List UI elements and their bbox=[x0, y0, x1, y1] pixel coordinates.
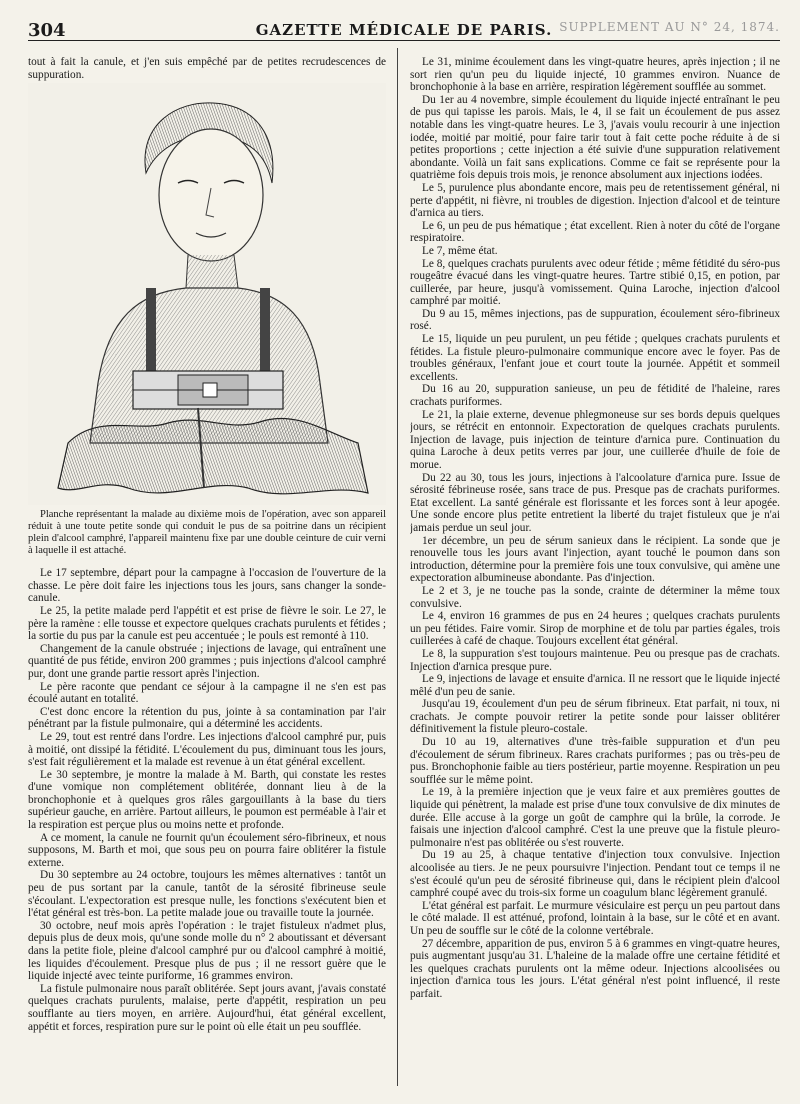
left-top-paragraph: tout à fait la canule, et j'en suis empêché par de petites recrudescences de suppuration. bbox=[28, 56, 386, 81]
paragraph: Du 10 au 19, alternatives d'une très-faible suppuration et d'un peu d'écoulement de sérum fibrineux. Rares crachats puriformes ; pas ou très-peu de pus. Bronchophonie faible au tiers postérieur, partie moyenne. Respiration un peu soufflée sur le même point. bbox=[410, 736, 780, 786]
paragraph: Jusqu'au 19, écoulement d'un peu de sérum fibrineux. Etat parfait, ni toux, ni crachats. Je compte pouvoir retirer la petite sonde pour laisser oblitérer définitivement la fistule pleuro-costale. bbox=[410, 698, 780, 736]
column-divider bbox=[397, 48, 398, 1086]
paragraph: Le 7, même état. bbox=[422, 244, 498, 257]
paragraph: Le 29, tout est rentré dans l'ordre. Les injections d'alcool camphré pur, puis à moitié, ont dissipé la fétidité. L'écoulement du pus, diminuant tous les jours, s'est fait régulièrement et la malade est revenue à un état général excellent. bbox=[28, 730, 386, 769]
paragraph: Le 17 septembre, départ pour la campagne à l'occasion de l'ouverture de la chasse. Le père doit faire les injections tous les jours, sans changer la sonde-canule. bbox=[28, 567, 386, 605]
paragraph: C'est donc encore la rétention du pus, jointe à sa contamination par l'air pénétrant par la fistule pulmonaire, qui a déterminé les accidents. bbox=[28, 705, 386, 731]
paragraph: Du 9 au 15, mêmes injections, pas de suppuration, écoulement séro-fibrineux rosé. bbox=[410, 307, 780, 333]
paragraph: Le 8, quelques crachats purulents avec odeur fétide ; même fétidité du séro-pus rougeâtre évacué dans les vingt-quatre heures. Tartre stibié 0,15, en potion, par cuillerée, par heure, jusqu'à vomissement. Quina Laroche, injection d'alcool camphré par moitié. bbox=[410, 257, 780, 308]
paragraph: Le 6, un peu de pus hématique ; état excellent. Rien à noter du côté de l'organe respiratoire. bbox=[410, 219, 780, 245]
page-header bbox=[28, 18, 780, 41]
paragraph: 27 décembre, apparition de pus, environ 5 à 6 grammes en vingt-quatre heures, puis augmentant jusqu'au 31. L'haleine de la malade offre une certaine fétidité et les quelques crachats purulents ont la même odeur. Injections alcoolisées ou injection d'arnica tous les jours. L'état général n'est point influencé, il reste parfait. bbox=[410, 937, 780, 1000]
paragraph: L'état général est parfait. Le murmure vésiculaire est perçu un peu partout dans le côté malade. Il est atténué, profond, lointain à la base, sur le côté et en avant. Un peu de souffle sur le côté de la colonne vertébrale. bbox=[410, 899, 780, 937]
paragraph: Le 8, la suppuration s'est toujours maintenue. Peu ou presque pas de crachats. Injection d'arnica presque pure. bbox=[410, 647, 780, 673]
paragraph: 1er décembre, un peu de sérum sanieux dans le récipient. La sonde que je renouvelle tous les jours avant l'injection, ayant touché le poumon dans son introduction, détermine pour la première fois une toux convulsive, qui amène une expectoration albumineuse abondante. Pas d'injection. bbox=[410, 534, 780, 585]
paragraph: Du 1er au 4 novembre, simple écoulement du liquide injecté entraînant le peu de pus qui tapisse les parois. Mais, le 4, il se fait un écoulement de pus assez notable dans les vingt-quatre heures. Le 3, j'avais voulu recourir à une injection iodée, moitié par moitié, pour faire tarir tout à fait cette poche réduite à de si petites proportions ; cette injection a été suivie d'une suppuration relativement abondante. Voilà un fait sans explications. Comme ce fait se représente pour la quatrième fois depuis trois mois, je renonce absolument aux injections iodées. bbox=[410, 93, 780, 182]
paragraph: La fistule pulmonaire nous paraît oblitérée. Sept jours avant, j'avais constaté quelques crachats purulents, malaise, perte d'appétit, respiration un peu soufflante au tiers moyen, en arrière. Aujourd'hui, état général excellent, appétit et forces, respiration pure sur le point où elle était un peu soufflée. bbox=[28, 982, 386, 1033]
paragraph: Changement de la canule obstruée ; injections de lavage, qui entraînent une quantité de pus fétide, environ 200 grammes ; puis injections d'alcool camphré pur, dont une grande partie ressort après l'injection. bbox=[28, 642, 386, 680]
patient-illustration bbox=[28, 83, 386, 505]
paragraph: Le 31, minime écoulement dans les vingt-quatre heures, après injection ; il ne sort rien qu'un peu du liquide injecté, 10 grammes environ. Nuance de bronchophonie à la base en arrière, respiration légèrement soufflée au sommet. bbox=[410, 56, 780, 94]
page-number: 304 bbox=[28, 20, 66, 41]
paragraph: Du 19 au 25, à chaque tentative d'injection toux convulsive. Injection alcoolisée au tiers. Je ne peux poursuivre l'injection. Pendant tout ce temps il ne s'est écoulé qu'un peu de sérosité fibrineuse qui, dans le récipient plein d'alcool camphré coupé avec du trois-six forme un coagulum blanc légèrement granulé. bbox=[410, 849, 780, 900]
left-paragraphs bbox=[28, 567, 386, 1033]
journal-title: GAZETTE MÉDICALE DE PARIS. bbox=[255, 21, 553, 39]
paragraph: Le 25, la petite malade perd l'appétit et est prise de fièvre le soir. Le 27, le père la ramène : elle tousse et expectore quelques crachats purulents et fétides ; la sortie du pus par la canule est peu accentuée ; le pouls est remonté à 110. bbox=[28, 604, 386, 643]
paragraph: A ce moment, la canule ne fournit qu'un écoulement séro-fibrineux, et nous supposons, M. Barth et moi, que sous peu on pourra faire oblitérer la fistule externe. bbox=[28, 831, 386, 869]
right-column bbox=[410, 56, 780, 1088]
paragraph: Le 2 et 3, je ne touche pas la sonde, crainte de déterminer la même toux convulsive. bbox=[410, 584, 780, 610]
left-column bbox=[28, 56, 386, 1088]
paragraph: Le 9, injections de lavage et ensuite d'arnica. Il ne ressort que le liquide injecté mêlé d'un peu de sanie. bbox=[410, 673, 780, 698]
header-right-text: SUPPLEMENT AU N° 24, 1874. bbox=[559, 20, 780, 34]
figure-caption: Planche représentant la malade au dixième mois de l'opération, avec son appareil réduit à une toute petite sonde qui conduit le pus de sa poitrine dans un récipient plein d'alcool camphré, l'appareil maintenu fixe par une double ceinture de cuir verni à laquelle il est attaché. bbox=[28, 509, 386, 557]
paragraph: Le 4, environ 16 grammes de pus en 24 heures ; quelques crachats purulents un peu fétides. Faire vomir. Sirop de morphine et de tolu par parties égales, trois cuillerées à café de chaque. Toujours excellent état général. bbox=[410, 610, 780, 648]
patient-engraving-image bbox=[28, 83, 386, 505]
paragraph: Du 22 au 30, tous les jours, injections à l'alcoolature d'arnica pure. Issue de sérosité fébrineuse rosée, sans trace de pus. Presque pas de crachats puriformes. Etat excellent. La santé générale est florissante et les forces sont à leur apogée. Une sonde encore plus petite entretient la liberté du trajet fistuleux que je n'ai jamais perdue un seul jour. bbox=[410, 471, 780, 534]
paragraph: Le 21, la plaie externe, devenue phlegmoneuse sur ses bords depuis quelques jours, se rétrécit en entonnoir. Expectoration de quelques crachats purulents. Injection de lavage, puis injection de teinture d'arnica pure. Continuation du quina Laroche à deux petits verres par jour, une cuillerée d'huile de foie de morue. bbox=[410, 408, 780, 471]
paragraph: Du 16 au 20, suppuration sanieuse, un peu de fétidité de l'haleine, rares crachats puriformes. bbox=[410, 383, 780, 409]
paragraph: 30 octobre, neuf mois après l'opération : le trajet fistuleux n'admet plus, depuis plus de deux mois, qu'une sonde molle du n° 2 aboutissant et déversant dans la petite fiole, pleine d'alcool camphré pur ou d'alcool camphré à moitié, les liquides d'écoulement. Presque plus de pus ; il ne ressort guère que le liquide injecté avec teinte puriforme, 16 grammes environ. bbox=[28, 919, 386, 983]
paragraph: Le 30 septembre, je montre la malade à M. Barth, qui constate les restes d'une vomique non complétement oblitérée, donnant lieu à de la bronchophonie et à quelques gros râles gargouillants à la base du tiers supérieur gauche, en arrière. Partout ailleurs, le poumon est perméable à l'air et la respiration est perçue plus ou moins nette et profonde. bbox=[28, 768, 386, 832]
paragraph: Le père raconte que pendant ce séjour à la campagne il ne s'en est pas écoulé autant en totalité. bbox=[28, 680, 386, 706]
paragraph: Du 30 septembre au 24 octobre, toujours les mêmes alternatives : tantôt un peu de pus sortant par la canule, tantôt de la sérosité fibrineuse seule s'écoulant. L'expectoration est presque nulle, les fonctions s'exécutent bien et l'état général est très-bon. La petite malade joue ou travaille toute la journée. bbox=[28, 869, 386, 920]
paragraph: Le 19, à la première injection que je veux faire et aux premières gouttes de liquide qui pénètrent, la malade est prise d'une toux convulsive de dix minutes de durée. Elle accuse à la gorge un goût de camphre qui la brûle, la corrode. Je faisais une injection d'alcool camphré. C'est la une preuve que la fistule pleuro-pulmonaire n'est pas oblitérée ou s'est rouverte. bbox=[410, 786, 780, 849]
paragraph: Le 5, purulence plus abondante encore, mais peu de retentissement général, ni perte d'appétit, ni fièvre, ni troubles de digestion. Injection d'alcool et de teinture d'arnica au tiers. bbox=[410, 181, 780, 220]
paragraph: Le 15, liquide un peu purulent, un peu fétide ; quelques crachats purulents et fétides. La fistule pleuro-pulmonaire communique encore avec le foyer. Pas de troubles généraux, l'enfant joue et court toute la journée. Appétit et sommeil excellents. bbox=[410, 333, 780, 383]
